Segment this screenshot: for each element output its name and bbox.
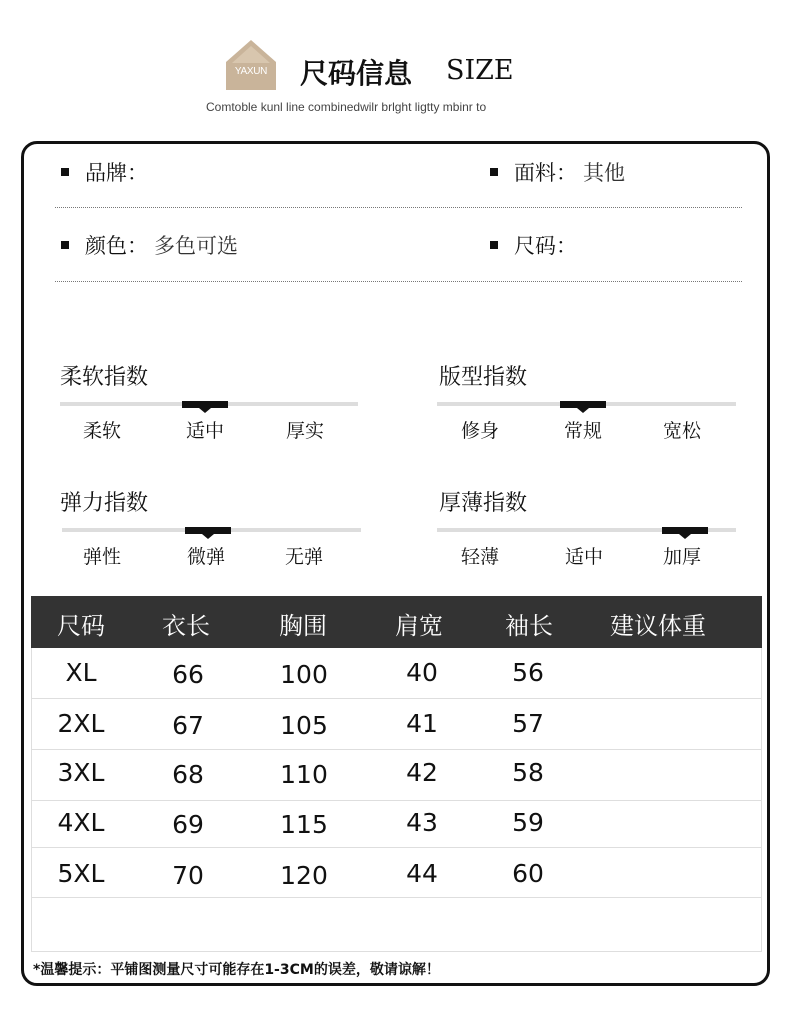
divider xyxy=(55,207,742,208)
cell-chest: 105 xyxy=(280,711,328,740)
bullet-icon xyxy=(61,241,69,249)
fabric-info xyxy=(490,157,625,187)
elasticity-option: 微弹 xyxy=(186,546,225,568)
cell-shoulder: 44 xyxy=(406,859,438,888)
header-length: 衣长 xyxy=(162,612,210,640)
cell-sleeve: 56 xyxy=(512,658,544,687)
fit-option: 宽松 xyxy=(662,420,701,442)
cell-size: 2XL xyxy=(57,709,105,738)
size-note: *温馨提示：平铺图测量尺寸可能存在1-3CM的误差，敬请谅解！ xyxy=(33,962,440,978)
cell-shoulder: 42 xyxy=(406,758,438,787)
cell-shoulder: 41 xyxy=(406,709,438,738)
table-row xyxy=(31,750,762,801)
thickness-title: 厚薄指数 xyxy=(439,491,528,516)
cell-length: 68 xyxy=(172,760,204,789)
thickness-option: 加厚 xyxy=(662,546,701,568)
thickness-option: 适中 xyxy=(564,546,603,568)
size-info xyxy=(490,230,583,260)
table-blank-row xyxy=(31,897,762,952)
elasticity-option: 无弹 xyxy=(284,546,323,568)
page-title: 尺码信息 xyxy=(300,57,413,90)
elasticity-title: 弹力指数 xyxy=(60,491,149,516)
thickness-marker xyxy=(662,527,708,534)
brand-logo xyxy=(226,40,276,90)
color-label: 颜色： xyxy=(85,234,148,258)
bullet-icon xyxy=(490,168,498,176)
brand-label: 品牌： xyxy=(85,161,148,185)
fit-title: 版型指数 xyxy=(439,365,528,390)
cell-length: 67 xyxy=(172,711,204,740)
table-row xyxy=(31,848,762,898)
cell-size: XL xyxy=(65,658,97,687)
cell-length: 69 xyxy=(172,810,204,839)
fit-option: 修身 xyxy=(460,420,499,442)
table-row xyxy=(31,797,762,848)
header-sleeve: 袖长 xyxy=(505,612,553,640)
cell-chest: 110 xyxy=(280,760,328,789)
table-row xyxy=(31,699,762,750)
cell-chest: 120 xyxy=(280,861,328,890)
table-border-left xyxy=(31,648,32,952)
table-row xyxy=(31,648,762,699)
softness-option: 厚实 xyxy=(285,420,324,442)
cell-sleeve: 60 xyxy=(512,859,544,888)
color-info xyxy=(61,230,238,260)
fit-option: 常规 xyxy=(563,420,602,442)
logo-text: YAXUN xyxy=(234,66,268,77)
page-subtitle: Comtoble kunl line combinedwilr brlght ligtty mbinr to xyxy=(206,100,487,114)
page-title-en: SIZE xyxy=(446,55,514,86)
cell-size: 5XL xyxy=(57,859,105,888)
cell-length: 70 xyxy=(172,861,204,890)
table-border-right xyxy=(761,648,762,952)
cell-sleeve: 59 xyxy=(512,808,544,837)
thickness-option: 轻薄 xyxy=(460,546,499,568)
bullet-icon xyxy=(490,241,498,249)
elasticity-marker xyxy=(185,527,231,534)
cell-chest: 100 xyxy=(280,660,328,689)
brand-info xyxy=(61,157,154,187)
header-shoulder: 肩宽 xyxy=(395,612,443,640)
header-size: 尺码 xyxy=(57,612,105,640)
table-header xyxy=(31,596,762,648)
fabric-label: 面料： xyxy=(514,161,577,185)
cell-sleeve: 57 xyxy=(512,709,544,738)
cell-shoulder: 43 xyxy=(406,808,438,837)
header-weight: 建议体重 xyxy=(610,612,706,640)
softness-title: 柔软指数 xyxy=(60,365,149,390)
softness-marker xyxy=(182,401,228,408)
header-chest: 胸围 xyxy=(279,612,327,640)
size-label: 尺码： xyxy=(514,234,577,258)
cell-chest: 115 xyxy=(280,810,328,839)
bullet-icon xyxy=(61,168,69,176)
divider xyxy=(55,281,742,282)
softness-option: 适中 xyxy=(185,420,224,442)
cell-length: 66 xyxy=(172,660,204,689)
cell-shoulder: 40 xyxy=(406,658,438,687)
cell-size: 3XL xyxy=(57,758,105,787)
elasticity-option: 弹性 xyxy=(82,546,121,568)
fit-marker xyxy=(560,401,606,408)
cell-size: 4XL xyxy=(57,808,105,837)
color-value: 多色可选 xyxy=(154,234,238,258)
softness-option: 柔软 xyxy=(82,420,121,442)
cell-sleeve: 58 xyxy=(512,758,544,787)
fabric-value: 其他 xyxy=(583,161,625,185)
